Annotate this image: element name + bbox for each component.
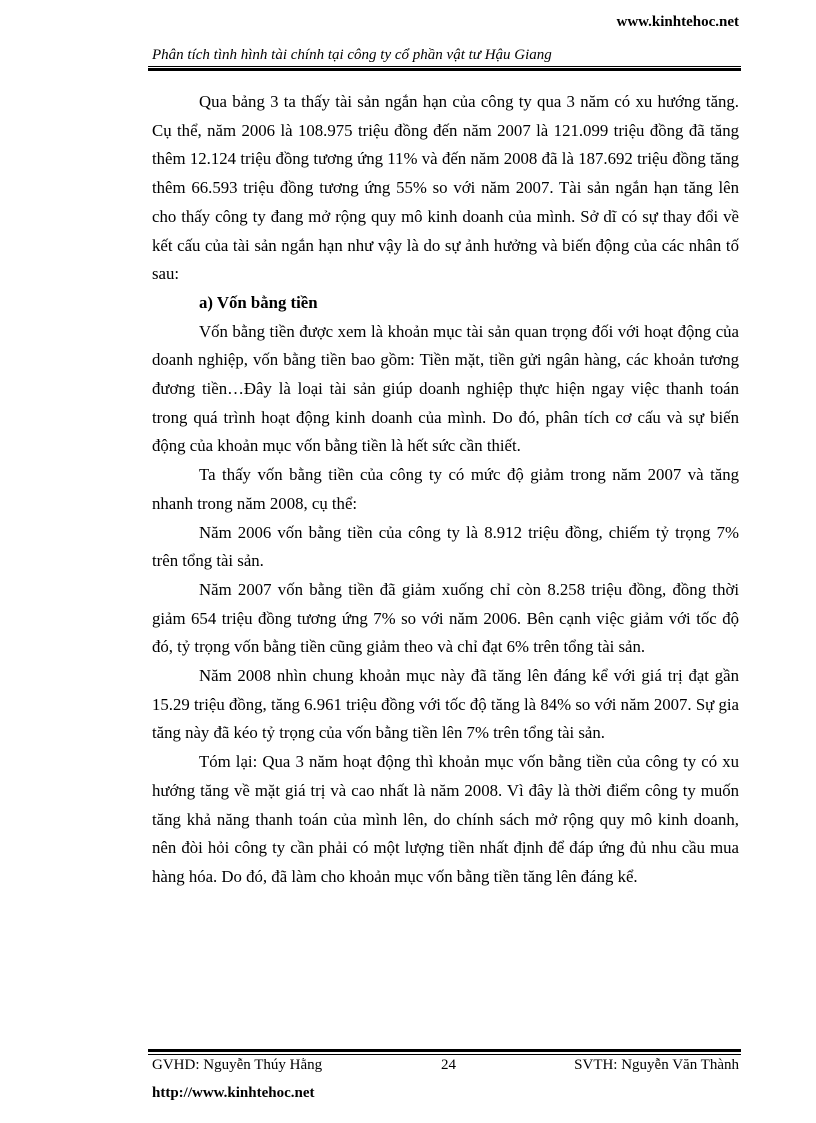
section-heading-cash: a) Vốn bằng tiền — [199, 292, 318, 312]
document-title: Phân tích tình hình tài chính tại công ty cổ phần vật tư Hậu Giang — [152, 47, 552, 63]
bottom-site-url[interactable]: http://www.kinhtehoc.net — [152, 1085, 315, 1101]
footer-student: SVTH: Nguyễn Văn Thành — [574, 1057, 739, 1073]
paragraph-cash-trend: Ta thấy vốn bằng tiền của công ty có mức độ giảm trong năm 2007 và tăng nhanh trong năm 2008, cụ thể: — [152, 465, 739, 513]
top-site-url: www.kinhtehoc.net — [616, 14, 739, 30]
paragraph-short-term-assets: Qua bảng 3 ta thấy tài sản ngắn hạn của công ty qua 3 năm có xu hướng tăng. Cụ thể, năm 2006 là 108.975 triệu đồng đến năm 2007 là 121.099 triệu đồng đã tăng thêm 12.124 triệu đồng tương ứng 11% và đến năm 2008 đã là 187.692 triệu đồng tăng thêm 66.593 triệu đồng tương ứng 55% so với năm 2007. Tài sản ngắn hạn tăng lên cho thấy công ty đang mở rộng quy mô kinh doanh của mình. Sở dĩ có sự thay đổi về kết cấu của tài sản ngắn hạn như vậy là do sự ảnh hưởng và biến động của các nhân tố sau: — [152, 92, 739, 284]
header-rule-thick — [148, 68, 741, 71]
footer-advisor: GVHD: Nguyễn Thúy Hằng — [152, 1057, 323, 1073]
footer-rule-thin — [148, 1054, 741, 1055]
page-number: 24 — [441, 1057, 456, 1073]
paragraph-summary: Tóm lại: Qua 3 năm hoạt động thì khoản mục vốn bằng tiền của công ty có xu hướng tăng về mặt giá trị và cao nhất là năm 2008. Vì đây là thời điểm công ty muốn tăng khả năng thanh toán của mình lên, do chính sách mở rộng quy mô kinh doanh, nên đòi hỏi công ty cần phải có một lượng tiền nhất định để đáp ứng đủ nhu cầu mua hàng hóa. Do đó, đã làm cho khoản mục vốn bằng tiền tăng lên đáng kể. — [152, 752, 739, 886]
footer-rule-thick — [148, 1049, 741, 1052]
paragraph-cash-2006: Năm 2006 vốn bằng tiền của công ty là 8.912 triệu đồng, chiếm tỷ trọng 7% trên tổng tài sản. — [152, 522, 739, 571]
paragraph-cash-2008: Năm 2008 nhìn chung khoản mục này đã tăng lên đáng kể với giá trị đạt gần 15.29 triệu đồng, tăng 6.961 triệu đồng với tốc độ tăng là 84% so với năm 2007. Sự gia tăng này đã kéo tỷ trọng của vốn bằng tiền lên 7% trên tổng tài sản. — [152, 666, 739, 743]
paragraph-cash-definition: Vốn bằng tiền được xem là khoản mục tài sản quan trọng đối với hoạt động của doanh nghiệp, vốn bằng tiền bao gồm: Tiền mặt, tiền gửi ngân hàng, các khoản tương đương tiền…Đây là loại tài sản giúp doanh nghiệp thực hiện ngay việc thanh toán trong quá trình hoạt động kinh doanh của mình. Do đó, phân tích cơ cấu và sự biến động của khoản mục vốn bằng tiền là hết sức cần thiết. — [152, 321, 739, 456]
page-body — [152, 88, 739, 892]
paragraph-cash-2007: Năm 2007 vốn bằng tiền đã giảm xuống chỉ còn 8.258 triệu đồng, đồng thời giảm 654 triệu đồng tương ứng 7% so với năm 2006. Bên cạnh việc giảm với tốc độ đó, tỷ trọng vốn bằng tiền cũng giảm theo và chỉ đạt 6% trên tổng tài sản. — [152, 579, 739, 657]
header-rule-thin — [148, 66, 741, 67]
